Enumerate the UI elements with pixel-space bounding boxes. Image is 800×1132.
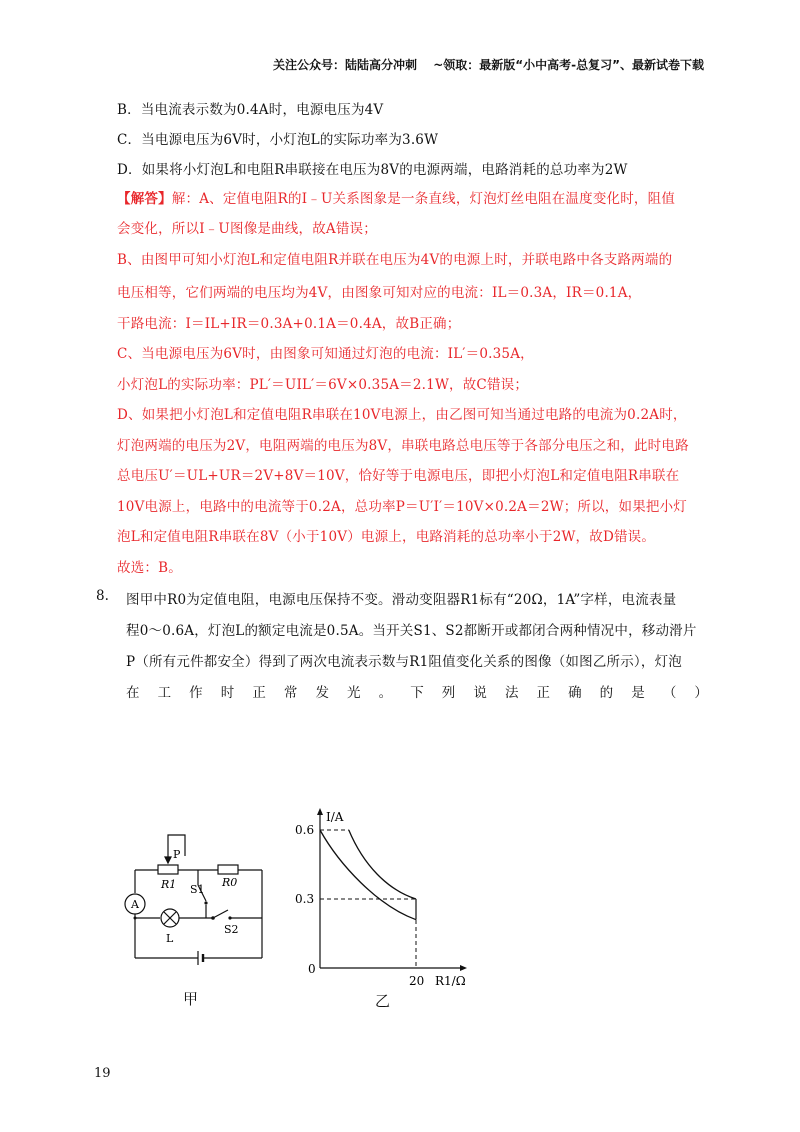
series-line-2: [349, 830, 416, 899]
answer-line-10: 10V电源上，电路中的电流等于0.2A，总功率P＝U′I′＝10V×0.2A＝2W；所以，如果把小灯: [117, 499, 687, 515]
r0-resistor: [218, 865, 238, 874]
x-axis-label: R1/Ω: [435, 974, 466, 988]
answer-line-6: 小灯泡L的实际功率：PL′＝UIL′＝6V×0.35A＝2.1W，故C错误；: [117, 377, 529, 393]
answer-line-5: C、当电源电压为6V时，由图象可知通过灯泡的电流：IL′＝0.35A，: [117, 346, 534, 362]
label-p: P: [173, 848, 181, 861]
spread-char: 确: [568, 685, 582, 701]
answer-line-1: 会变化，所以I﹣U图像是曲线，故A错误；: [117, 221, 377, 237]
spread-char: 正: [252, 685, 266, 701]
page-header: [273, 56, 704, 73]
label-r1: R1: [161, 878, 177, 891]
spread-char: 法: [504, 685, 519, 701]
spread-char: 在: [126, 685, 140, 701]
x-axis-arrow: [460, 965, 467, 971]
option-c: C．当电源电压为6V时，小灯泡L的实际功率为3.6W: [117, 132, 439, 148]
spread-char: 时: [220, 685, 235, 701]
r1-resistor: [158, 865, 178, 874]
answer-line-4: 干路电流：I＝IL+IR＝0.3A+0.1A＝0.4A，故B正确；: [117, 316, 461, 332]
y-tick-0: 0: [308, 962, 316, 976]
spread-char: 发: [315, 685, 329, 701]
spread-char: 光: [347, 685, 361, 701]
question-number: 8.: [96, 588, 109, 604]
question-line-0: 图甲中R0为定值电阻，电源电压保持不变。滑动变阻器R1标有“20Ω，1A”字样，电流表量: [126, 592, 677, 608]
label-s2: S2: [224, 923, 239, 936]
series-line-1: [320, 830, 416, 920]
spread-char: 正: [536, 685, 551, 701]
question-line-3: [126, 681, 708, 701]
question-line-2: P（所有元件都安全）得到了两次电流表示数与R1阻值变化关系的图像（如图乙所示），灯泡: [126, 654, 682, 670]
option-d: D．如果将小灯泡L和电阻R串联接在电压为8V的电源两端，电路消耗的总功率为2W: [117, 162, 628, 178]
y-axis-arrow: [317, 808, 323, 815]
x-tick-20: 20: [409, 974, 425, 988]
iv-graph: [290, 805, 480, 995]
spread-char: 工: [157, 685, 172, 701]
circuit-diagram: [110, 830, 280, 970]
answer-text-0: 解：A、定值电阻R的I﹣U关系图象是一条直线，灯泡灯丝电阻在温度变化时，阻值: [171, 191, 676, 207]
header-right: ~领取：最新版“小中高考-总复习”、最新试卷下载: [433, 58, 704, 72]
answer-line-8: 灯泡两端的电压为2V，电阻两端的电压为8V，串联电路总电压等于各部分电压之和，此时电路: [117, 438, 689, 454]
spread-char: 常: [283, 685, 298, 701]
label-l: L: [166, 932, 174, 945]
answer-line-12: 故选：B。: [117, 560, 182, 576]
answer-line-11: 泡L和定值电阻R串联在8V（小于10V）电源上，电路消耗的总功率小于2W，故D错误。: [117, 529, 656, 545]
option-b: B．当电流表示数为0.4A时，电源电压为4V: [117, 102, 384, 118]
figure-label-jia: 甲: [183, 990, 199, 1008]
spread-char: 列: [441, 685, 456, 701]
spread-char: ）: [694, 685, 708, 701]
spread-char: 下: [410, 685, 424, 701]
spread-char: 。: [378, 685, 393, 701]
answer-tag: 【解答】: [117, 191, 172, 207]
answer-line-3: 电压相等，它们两端的电压均为4V，由图象可知对应的电流：IL＝0.3A，IR＝0.1A，: [117, 285, 642, 301]
y-tick-0-6: 0.6: [295, 823, 315, 837]
answer-line-7: D、如果把小灯泡L和定值电阻R串联在10V电源上，由乙图可知当通过电路的电流为0.2A时，: [117, 407, 687, 423]
spread-char: 是: [631, 685, 645, 701]
figure-label-yi: 乙: [375, 992, 391, 1010]
question-line-1: 程0～0.6A，灯泡L的额定电流是0.5A。当开关S1、S2都断开或都闭合两种情况中，移动滑片: [126, 623, 697, 639]
spread-char: 的: [599, 685, 614, 701]
spread-char: （: [662, 685, 677, 701]
answer-line-0: [117, 187, 675, 207]
y-tick-0-3: 0.3: [295, 892, 315, 906]
answer-line-9: 总电压U′＝UL+UR＝2V+8V＝10V，恰好等于电源电压，即把小灯泡L和定值电阻R串联在: [117, 468, 680, 484]
page-number: 19: [94, 1066, 111, 1081]
spread-char: 说: [473, 685, 487, 701]
label-a: A: [131, 898, 139, 911]
label-s1: S1: [190, 883, 205, 896]
answer-line-2: B、由图甲可知小灯泡L和定值电阻R并联在电压为4V的电源上时，并联电路中各支路两端的: [117, 252, 673, 268]
spread-char: 作: [189, 685, 203, 701]
header-left: 关注公众号：陆陆高分冲刺: [272, 58, 417, 72]
y-axis-label: I/A: [326, 810, 344, 824]
label-r0: R0: [222, 876, 238, 889]
